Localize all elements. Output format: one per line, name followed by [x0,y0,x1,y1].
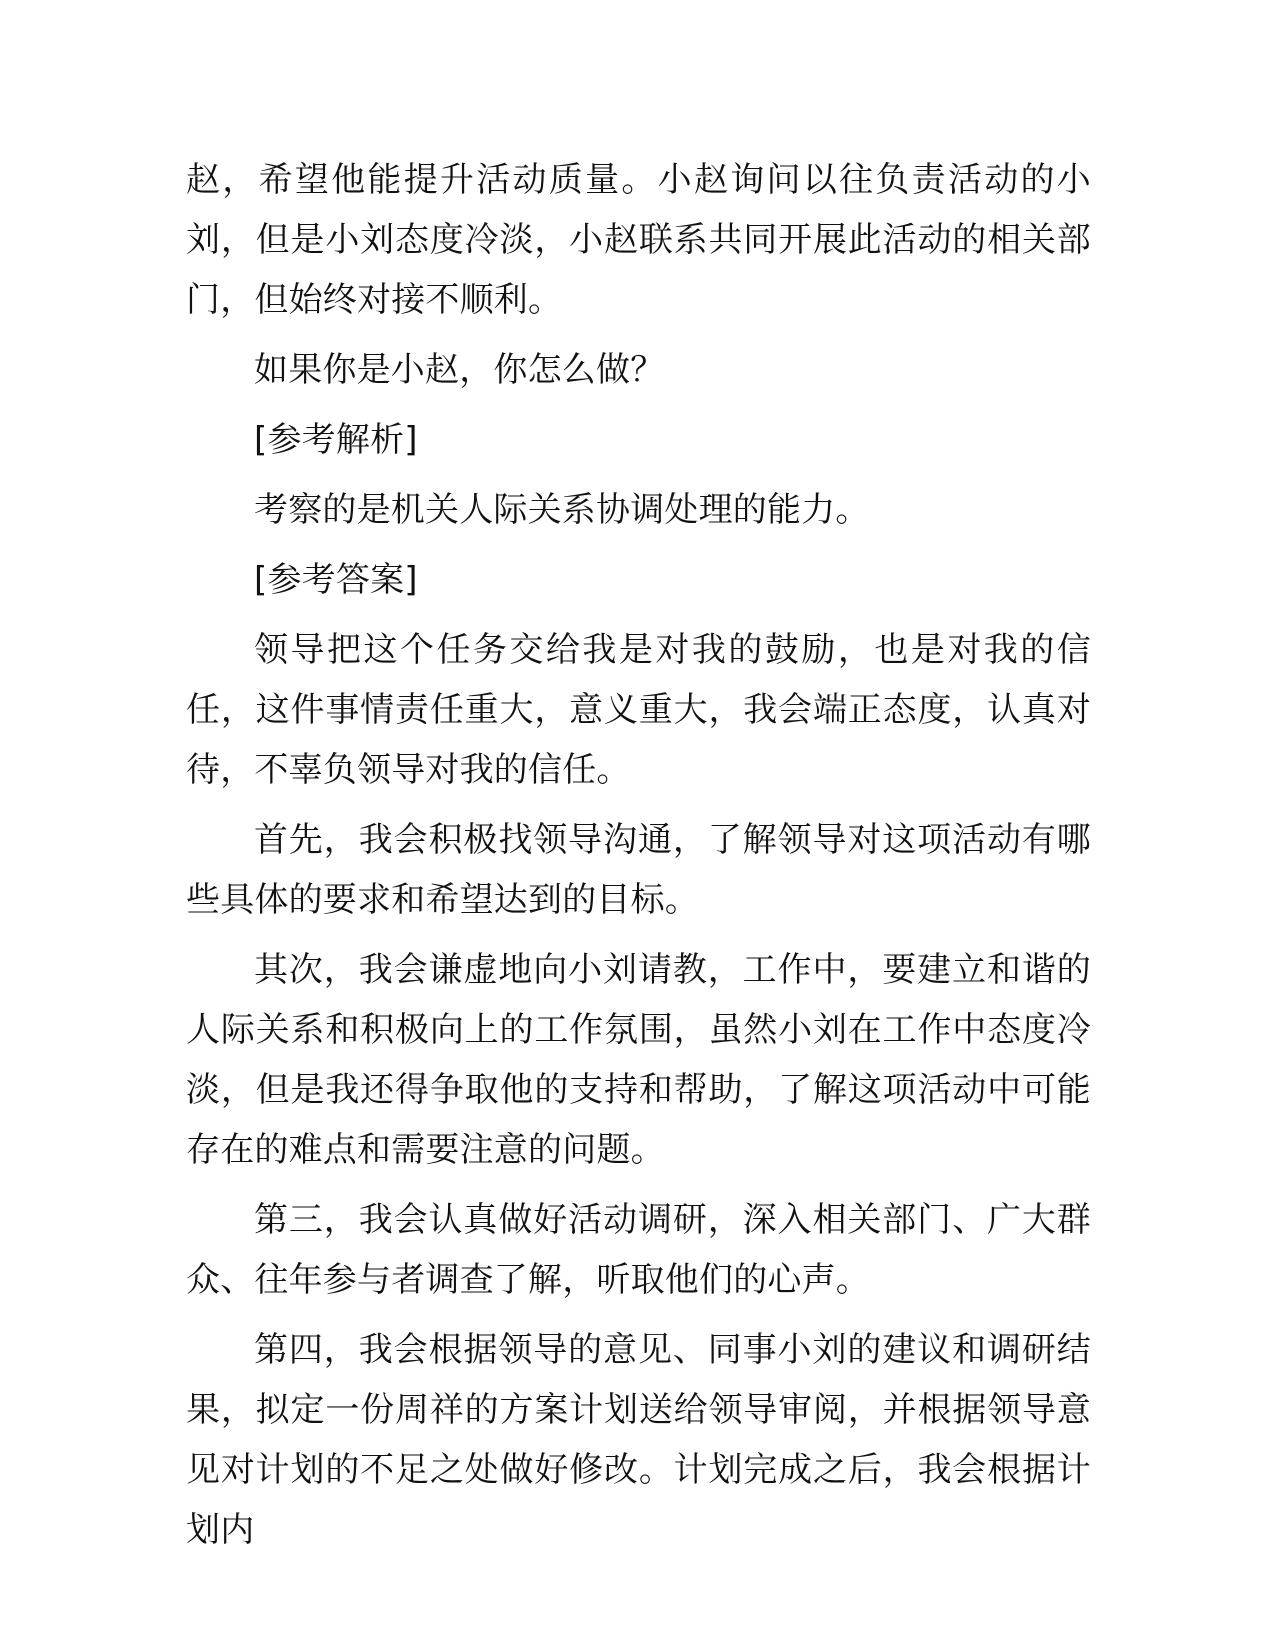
document-body [186,150,1091,1570]
paragraph-question: 如果你是小赵，你怎么做？ [254,350,665,390]
heading-reference-answer: [参考答案] [254,560,418,600]
paragraph-answer-first: 首先，我会积极找领导沟通，了解领导对这项活动有哪些具体的要求和希望达到的目标。 [186,820,1091,920]
paragraph-analysis: 考察的是机关人际关系协调处理的能力。 [254,490,870,530]
paragraph-answer-third: 第三，我会认真做好活动调研，深入相关部门、广大群众、往年参与者调查了解，听取他们的心声。 [186,1200,1091,1300]
paragraph-answer-fourth: 第四，我会根据领导的意见、同事小刘的建议和调研结果，拟定一份周祥的方案计划送给领导审阅，并根据领导意见对计划的不足之处做好修改。计划完成之后，我会根据计划内 [186,1330,1091,1550]
heading-reference-analysis: [参考解析] [254,420,418,460]
paragraph-answer-intro: 领导把这个任务交给我是对我的鼓励，也是对我的信任，这件事情责任重大，意义重大，我会端正态度，认真对待，不辜负领导对我的信任。 [186,630,1091,790]
paragraph-continuation: 赵，希望他能提升活动质量。小赵询问以往负责活动的小刘，但是小刘态度冷淡，小赵联系共同开展此活动的相关部门，但始终对接不顺利。 [186,160,1091,320]
paragraph-answer-second: 其次，我会谦虚地向小刘请教，工作中，要建立和谐的人际关系和积极向上的工作氛围，虽然小刘在工作中态度冷淡，但是我还得争取他的支持和帮助，了解这项活动中可能存在的难点和需要注意的问题。 [186,950,1091,1170]
